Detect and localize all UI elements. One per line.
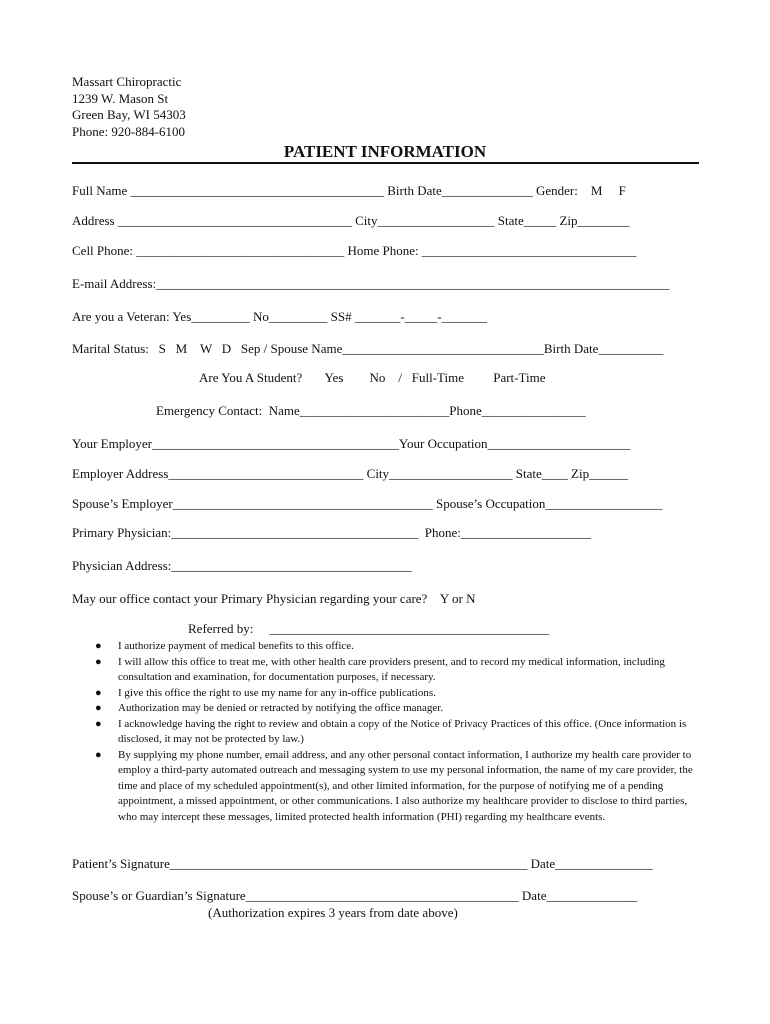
practice-city: Green Bay, WI 54303 [72, 107, 186, 122]
list-item-text: I acknowledge having the right to review and obtain a copy of the Notice of Privacy Practices of this office. (Once information is disclosed, it may not be protected by law.) [118, 717, 687, 745]
referred-by-row[interactable]: Referred by: ___________________________________________ [188, 621, 550, 636]
phone-row[interactable]: Cell Phone: ________________________________ Home Phone: _________________________________ [72, 243, 637, 258]
list-item [95, 748, 703, 826]
spouse-employer-row[interactable]: Spouse’s Employer________________________________________ Spouse’s Occupation__________________ [72, 496, 663, 511]
practice-name: Massart Chiropractic [72, 74, 182, 89]
address-row[interactable]: Address ____________________________________ City__________________ State_____ Zip________ [72, 213, 630, 228]
email-row[interactable]: E-mail Address:_______________________________________________________________________________ [72, 276, 670, 291]
guardian-signature-row[interactable]: Spouse’s or Guardian’s Signature__________________________________________ Date______________ [72, 888, 638, 903]
contact-physician-row[interactable]: May our office contact your Primary Physician regarding your care? Y or N [72, 591, 476, 606]
list-item-text: I will allow this office to treat me, with other health care providers present, and to record my medical information, including consultation and examination, for documentation purposes, if necessary. [118, 655, 665, 683]
authorization-expiry-note: (Authorization expires 3 years from date above) [208, 905, 458, 920]
list-item [95, 655, 703, 686]
practice-phone: Phone: 920-884-6100 [72, 124, 186, 139]
practice-street: 1239 W. Mason St [72, 91, 169, 106]
veteran-row[interactable]: Are you a Veteran: Yes_________ No_________ SS# _______-_____-_______ [72, 309, 488, 324]
list-item [95, 717, 703, 748]
bullet-icon: ● [95, 702, 102, 714]
bullet-icon: ● [95, 655, 102, 668]
employer-address-row[interactable]: Employer Address______________________________ City___________________ State____ Zip______ [72, 466, 629, 481]
list-item-text: Authorization may be denied or retracted by notifying the office manager. [118, 702, 444, 714]
list-item-text: By supplying my phone number, email address, and any other personal contact information, I authorize my health care provider to employ a third-party automated outreach and messaging system to use my personal information, the name of my care provider, the time and place of my scheduled appointment(s), and other limited information, for the purpose of notifying me of a pending appointment, a missed appointment, or other communications. I also authorize my healthcare provider to disclose to third parties, who may intercept these messages, limited protected health information (PHI) regarding my healthcare events. [118, 748, 693, 823]
bullet-icon: ● [95, 748, 102, 761]
list-item [95, 701, 703, 717]
employer-row[interactable]: Your Employer______________________________________Your Occupation______________________ [72, 436, 631, 451]
title-divider [72, 162, 699, 164]
list-item [95, 639, 703, 655]
emergency-contact-row[interactable]: Emergency Contact: Name_______________________Phone________________ [156, 403, 586, 418]
patient-signature-row[interactable]: Patient’s Signature_______________________________________________________ Date_______________ [72, 856, 653, 871]
authorization-list [95, 639, 703, 825]
student-row[interactable]: Are You A Student? Yes No / Full-Time Part-Time [199, 370, 546, 385]
bullet-icon: ● [95, 717, 102, 730]
primary-physician-row[interactable]: Primary Physician:______________________________________ Phone:____________________ [72, 525, 591, 540]
list-item-text: I give this office the right to use my name for any in-office publications. [118, 686, 436, 699]
page-title: PATIENT INFORMATION [283, 142, 487, 161]
bullet-icon: ● [95, 686, 102, 699]
full-name-row[interactable]: Full Name _______________________________________ Birth Date______________ Gender: M F [72, 183, 626, 198]
list-item [95, 686, 703, 702]
list-item-text: I authorize payment of medical benefits to this office. [118, 640, 354, 652]
bullet-icon: ● [95, 640, 102, 652]
physician-address-row[interactable]: Physician Address:_____________________________________ [72, 558, 412, 573]
marital-row[interactable]: Marital Status: S M W D Sep / Spouse Name_______________________________Birth Date__________ [72, 341, 664, 356]
